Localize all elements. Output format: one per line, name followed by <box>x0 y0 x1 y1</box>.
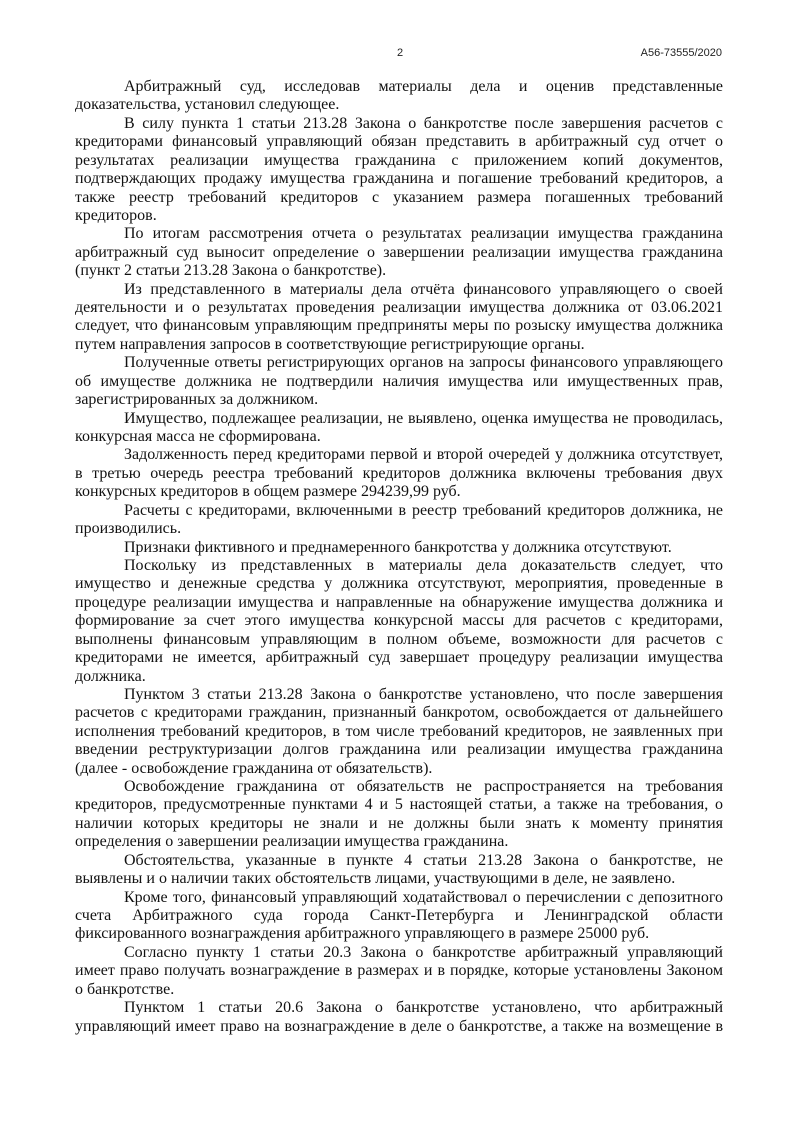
text-line: имеет право получать вознаграждение в размерах и в порядке, которые установлены Законом <box>75 962 723 980</box>
paragraph <box>75 446 723 501</box>
paragraph <box>75 281 723 355</box>
text-line: Имущество, подлежащее реализации, не выявлено, оценка имущества не проводилась, <box>124 409 723 427</box>
text-line: Расчеты с кредиторами, включенными в реестр требований кредиторов должника, не <box>124 501 723 519</box>
text-line: деятельности и о результатах проведения реализации имущества должника от 03.06.2021 <box>75 299 723 317</box>
text-line: о банкротстве. <box>75 980 175 998</box>
text-line: (далее - освобождение гражданина от обязательств). <box>75 759 433 777</box>
document-body <box>75 78 723 1036</box>
case-number: А56-73555/2020 <box>640 47 722 59</box>
text-line: кредиторов, предусмотренные пунктами 4 и 5 настоящей статьи, а также на требования, о <box>75 796 723 814</box>
paragraph <box>75 539 723 557</box>
text-line: Из представленного в материалы дела отчёта финансового управляющего о своей <box>124 280 723 298</box>
text-line: расчетов с кредиторами гражданин, признанный банкротом, освобождается от дальнейшего <box>75 704 723 722</box>
paragraph <box>75 686 723 778</box>
paragraph <box>75 889 723 944</box>
text-line: результатах реализации имущества гражданина с приложением копий документов, <box>75 151 723 169</box>
text-line: путем направления запросов в соответствующие регистрирующие органы. <box>75 335 585 353</box>
text-line: в третью очередь реестра требований кредиторов должника включены требования двух <box>75 464 723 482</box>
text-line: кредиторов. <box>75 206 157 224</box>
text-line: выявлены и о наличии таких обстоятельств лицами, участвующими в деле, не заявлено. <box>75 870 676 888</box>
text-line: арбитражный суд выносит определение о завершении реализации имущества гражданина <box>75 243 723 261</box>
text-line: производились. <box>75 520 182 538</box>
text-line: Освобождение гражданина от обязательств не распространяется на требования <box>124 778 723 796</box>
text-line: (пункт 2 статьи 213.28 Закона о банкротстве). <box>75 262 387 280</box>
text-line: Обстоятельства, указанные в пункте 4 статьи 213.28 Закона о банкротстве, не <box>124 851 723 869</box>
text-line: Задолженность перед кредиторами первой и второй очередей у должника отсутствует, <box>124 446 723 464</box>
paragraph <box>75 354 723 409</box>
page-number: 2 <box>396 47 404 59</box>
text-line: управляющий имеет право на вознаграждение в деле о банкротстве, а также на возмещение в <box>75 1017 723 1035</box>
text-line: кредиторами финансовый управляющий обязан представить в арбитражный суд отчет о <box>75 133 723 151</box>
text-line: подтверждающих продажу имущества гражданина и погашение требований кредиторов, а <box>75 170 723 188</box>
paragraph <box>75 944 723 999</box>
text-line: конкурсных кредиторов в общем размере 294239,99 руб. <box>75 483 461 501</box>
paragraph <box>75 410 723 447</box>
text-line: выполнены финансовым управляющим в полном объеме, возможности для расчетов с <box>75 630 723 648</box>
text-line: счета Арбитражного суда города Санкт-Петербурга и Ленинградской области <box>75 906 723 924</box>
text-line: исполнения требований кредиторов, в том числе требований кредиторов, не заявленных при <box>75 722 723 740</box>
paragraph <box>75 502 723 539</box>
text-line: Арбитражный суд, исследовав материалы дела и оценив представленные <box>124 78 723 95</box>
text-line: наличии которых кредиторы не знали и не должны были знать к моменту принятия <box>75 814 723 832</box>
text-line: Полученные ответы регистрирующих органов на запросы финансового управляющего <box>124 354 723 372</box>
text-line: процедуре реализации имущества и направленные на обнаружение имущества должника и <box>75 593 723 611</box>
text-line: формирование за счет этого имущества конкурсной массы для расчетов с кредиторами, <box>75 612 723 630</box>
text-line: зарегистрированных за должником. <box>75 391 319 409</box>
paragraph <box>75 78 723 115</box>
text-line: Кроме того, финансовый управляющий ходатайствовал о перечислении с депозитного <box>124 888 723 906</box>
text-line: доказательства, установил следующее. <box>75 96 340 114</box>
text-line: Согласно пункту 1 статьи 20.3 Закона о банкротстве арбитражный управляющий <box>124 943 723 961</box>
text-line: имущество и денежные средства у должника отсутствуют, мероприятия, проведенные в <box>75 575 723 593</box>
text-line: По итогам рассмотрения отчета о результатах реализации имущества гражданина <box>124 225 723 243</box>
text-line: фиксированного вознаграждения арбитражного управляющего в размере 25000 руб. <box>75 925 650 943</box>
text-line: Признаки фиктивного и преднамеренного банкротства у должника отсутствуют. <box>124 538 672 556</box>
text-line: В силу пункта 1 статьи 213.28 Закона о банкротстве после завершения расчетов с <box>124 114 723 132</box>
text-line: конкурсная масса не сформирована. <box>75 428 321 446</box>
text-line: Пунктом 1 статьи 20.6 Закона о банкротстве установлено, что арбитражный <box>124 999 723 1017</box>
text-line: следует, что финансовым управляющим предприняты меры по розыску имущества должника <box>75 317 723 335</box>
text-line: Пунктом 3 статьи 213.28 Закона о банкротстве установлено, что после завершения <box>124 685 723 703</box>
paragraph <box>75 225 723 280</box>
text-line: определения о завершении реализации имущества гражданина. <box>75 833 509 851</box>
text-line: введении реструктуризации долгов гражданина или реализации имущества гражданина <box>75 741 723 759</box>
text-line: кредиторами не имеется, арбитражный суд завершает процедуру реализации имущества <box>75 649 723 667</box>
text-line: об имуществе должника не подтвердили наличия имущества или имущественных прав, <box>75 372 723 390</box>
paragraph <box>75 778 723 852</box>
text-line: должника. <box>75 667 146 685</box>
paragraph <box>75 115 723 226</box>
paragraph <box>75 852 723 889</box>
text-line: также реестр требований кредиторов с указанием размера погашенных требований <box>75 188 723 206</box>
paragraph <box>75 557 723 686</box>
text-line: Поскольку из представленных в материалы дела доказательств следует, что <box>124 556 723 574</box>
paragraph <box>75 999 723 1036</box>
